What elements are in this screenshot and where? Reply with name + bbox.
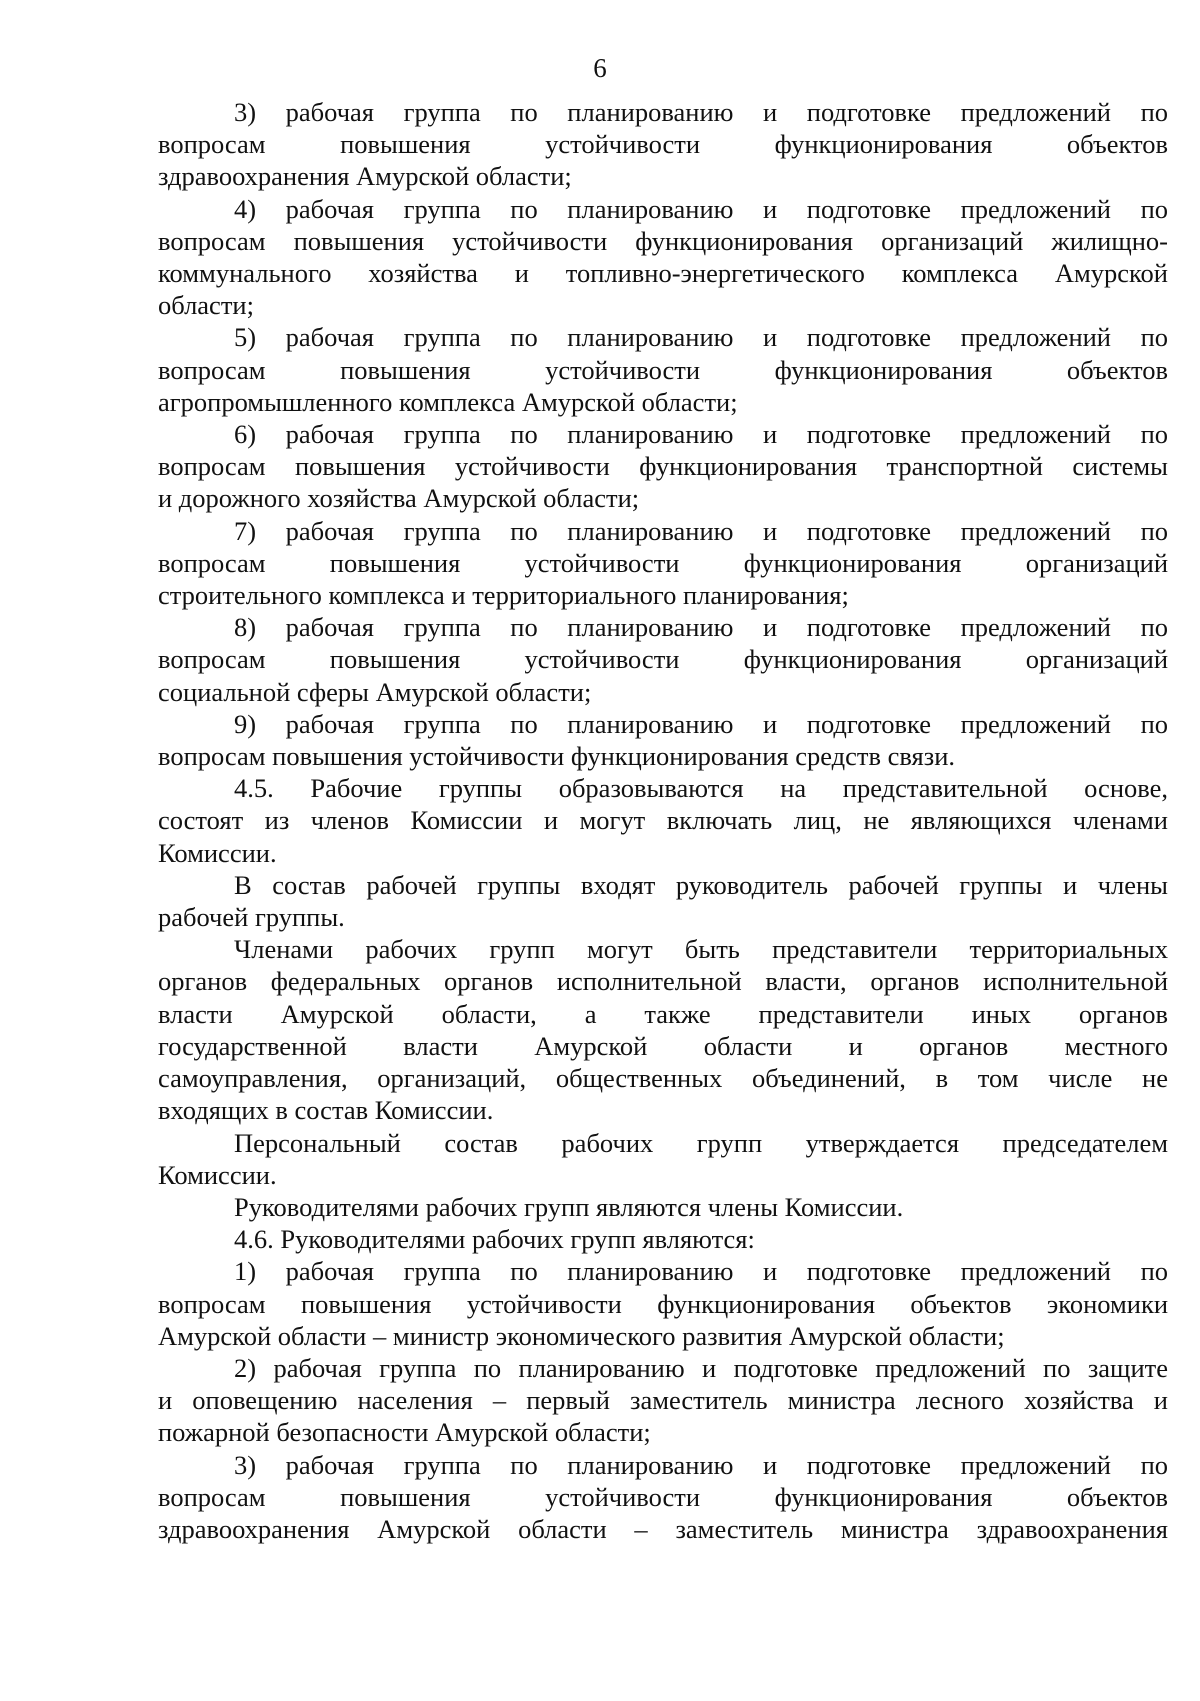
text-line: Комиссии. [158, 837, 277, 868]
paragraph [158, 1191, 1168, 1223]
text-line: вопросам повышения устойчивости функционирования средств связи. [158, 741, 956, 772]
text-line: Амурской области – министр экономического развития Амурской области; [158, 1320, 1005, 1351]
paragraph [158, 1223, 1168, 1255]
paragraph [158, 869, 1168, 933]
text-line: входящих в состав Комиссии. [158, 1095, 494, 1126]
text-line: здравоохранения Амурской области; [158, 161, 572, 192]
paragraph [158, 1449, 1168, 1546]
text-line: вопросам повышения устойчивости функционирования объектов [158, 1481, 1168, 1512]
text-line: 6) рабочая группа по планированию и подготовке предложений по [234, 419, 1168, 450]
text-line: 4.5. Рабочие группы образовываются на представительной основе, [234, 773, 1168, 804]
text-line: пожарной безопасности Амурской области; [158, 1417, 651, 1448]
text-line: 2) рабочая группа по планированию и подготовке предложений по защите [234, 1352, 1168, 1383]
page-number: 6 [593, 53, 607, 83]
paragraph [158, 193, 1168, 322]
paragraph [158, 515, 1168, 612]
paragraph [158, 1127, 1168, 1191]
text-line: социальной сферы Амурской области; [158, 676, 592, 707]
text-line: области; [158, 290, 254, 321]
text-line: 8) рабочая группа по планированию и подготовке предложений по [234, 612, 1168, 643]
text-line: вопросам повышения устойчивости функционирования организаций [158, 644, 1168, 675]
paragraph [158, 772, 1168, 869]
paragraph [158, 933, 1168, 1126]
paragraph [158, 1255, 1168, 1352]
text-line: Персональный состав рабочих групп утверждается председателем [234, 1127, 1168, 1158]
text-line: 4) рабочая группа по планированию и подготовке предложений по [234, 193, 1168, 224]
text-line: и дорожного хозяйства Амурской области; [158, 483, 640, 514]
text-line: вопросам повышения устойчивости функционирования объектов экономики [158, 1288, 1168, 1319]
paragraph [158, 611, 1168, 708]
text-line: Членами рабочих групп могут быть представители территориальных [234, 934, 1168, 965]
text-line: агропромышленного комплекса Амурской области; [158, 386, 738, 417]
text-line: и оповещению населения – первый заместитель министра лесного хозяйства и [158, 1385, 1168, 1416]
text-line: вопросам повышения устойчивости функционирования объектов [158, 129, 1168, 160]
text-line: 3) рабочая группа по планированию и подготовке предложений по [234, 97, 1168, 127]
document-body [158, 96, 1168, 1545]
text-line: Комиссии. [158, 1159, 277, 1190]
paragraph [158, 418, 1168, 515]
text-line: вопросам повышения устойчивости функционирования транспортной системы [158, 451, 1168, 482]
text-line: власти Амурской области, а также представители иных органов [158, 998, 1168, 1029]
text-line: государственной власти Амурской области и органов местного [158, 1030, 1168, 1061]
paragraph [158, 321, 1168, 418]
text-line: вопросам повышения устойчивости функционирования объектов [158, 354, 1168, 385]
text-line: 1) рабочая группа по планированию и подготовке предложений по [234, 1256, 1168, 1287]
text-line: рабочей группы. [158, 902, 345, 933]
text-line: 4.6. Руководителями рабочих групп являются: [234, 1224, 755, 1255]
text-line: вопросам повышения устойчивости функционирования организаций жилищно- [158, 225, 1168, 256]
text-line: коммунального хозяйства и топливно-энергетического комплекса Амурской [158, 258, 1168, 289]
text-line: состоят из членов Комиссии и могут включать лиц, не являющихся членами [158, 805, 1168, 836]
text-line: 9) рабочая группа по планированию и подготовке предложений по [234, 708, 1168, 739]
text-line: органов федеральных органов исполнительной власти, органов исполнительной [158, 966, 1168, 997]
paragraph [158, 1352, 1168, 1449]
paragraph [158, 96, 1168, 193]
text-line: строительного комплекса и территориального планирования; [158, 580, 849, 611]
text-line: 3) рабочая группа по планированию и подготовке предложений по [234, 1449, 1168, 1480]
text-line: В состав рабочей группы входят руководитель рабочей группы и члены [234, 869, 1168, 900]
text-line: 5) рабочая группа по планированию и подготовке предложений по [234, 322, 1168, 353]
text-line: здравоохранения Амурской области – заместитель министра здравоохранения [158, 1513, 1168, 1544]
text-line: самоуправления, организаций, общественных объединений, в том числе не [158, 1063, 1168, 1094]
paragraph [158, 708, 1168, 772]
text-line: Руководителями рабочих групп являются члены Комиссии. [234, 1191, 904, 1222]
text-line: 7) рабочая группа по планированию и подготовке предложений по [234, 515, 1168, 546]
text-line: вопросам повышения устойчивости функционирования организаций [158, 547, 1168, 578]
